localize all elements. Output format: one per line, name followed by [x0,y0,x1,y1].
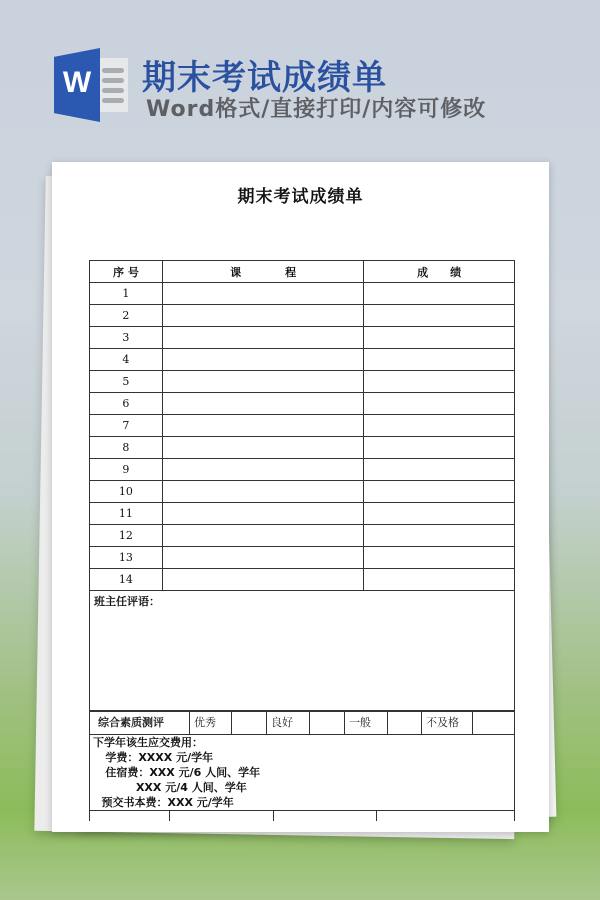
evaluation-box [472,712,515,734]
truncated-row [89,810,515,821]
cell-no: 9 [90,459,163,481]
cell-score[interactable] [364,481,515,503]
cell-course[interactable] [162,481,364,503]
table-row [90,437,515,459]
truncated-cell [89,811,169,821]
cell-no: 4 [90,349,163,371]
cell-course[interactable] [162,503,364,525]
fees-heading: 下学年该生应交费用： [93,736,203,749]
cell-course[interactable] [162,393,364,415]
cell-no: 2 [90,305,163,327]
cell-course[interactable] [162,459,364,481]
table-row [90,415,515,437]
cell-no: 10 [90,481,163,503]
cell-score[interactable] [364,415,515,437]
cell-score[interactable] [364,503,515,525]
table-row [90,547,515,569]
cell-course[interactable] [162,283,364,305]
table-row [90,503,515,525]
word-letter: W [62,66,92,99]
cell-score[interactable] [364,525,515,547]
cell-no: 11 [90,503,163,525]
fees-section [89,734,515,811]
banner-subtitle: Word格式/直接打印/内容可修改 [146,97,487,122]
table-row [90,525,515,547]
fee-line-tuition: 学费：XXXX 元/学年 [90,751,214,764]
evaluation-option-excellent: 优秀 [189,712,231,734]
header-number: 序 号 [90,261,163,283]
evaluation-box [387,712,421,734]
table-row [90,481,515,503]
evaluation-row [89,711,515,735]
cell-course[interactable] [162,305,364,327]
word-logo [54,48,132,122]
truncated-cell [376,811,515,821]
cell-course[interactable] [162,371,364,393]
cell-course[interactable] [162,569,364,591]
cell-course[interactable] [162,415,364,437]
table-header-row [90,261,515,283]
truncated-cell [273,811,376,821]
cell-score[interactable] [364,327,515,349]
cell-no: 1 [90,283,163,305]
cell-course[interactable] [162,547,364,569]
evaluation-option-fail: 不及格 [421,712,472,734]
evaluation-box [309,712,344,734]
cell-no: 3 [90,327,163,349]
cell-score[interactable] [364,393,515,415]
cell-course[interactable] [162,327,364,349]
teacher-comment-box [89,591,515,711]
header-score: 成 绩 [364,261,515,283]
logo-line [102,68,124,73]
table-row [90,569,515,591]
cell-score[interactable] [364,547,515,569]
fee-line-books: 预交书本费：XXX 元/学年 [90,796,234,809]
cell-no: 5 [90,371,163,393]
banner-title: 期末考试成绩单 [142,58,387,98]
teacher-comment-label: 班主任评语： [94,595,160,608]
cell-score[interactable] [364,371,515,393]
evaluation-option-average: 一般 [344,712,387,734]
logo-line [102,78,124,83]
evaluation-label: 综合素质测评 [89,712,189,734]
logo-line [102,88,124,93]
evaluation-option-good: 良好 [266,712,309,734]
document-page [52,162,549,832]
table-row [90,327,515,349]
cell-no: 14 [90,569,163,591]
evaluation-box [231,712,266,734]
fee-line-dorm-6: 住宿费：XXX 元/6 人间、学年 [90,766,261,779]
cell-no: 6 [90,393,163,415]
cell-no: 7 [90,415,163,437]
table-row [90,393,515,415]
header-course: 课 程 [162,261,364,283]
cell-no: 13 [90,547,163,569]
cell-no: 12 [90,525,163,547]
table-row [90,459,515,481]
truncated-cell [169,811,273,821]
table-row [90,283,515,305]
cell-course[interactable] [162,525,364,547]
cell-no: 8 [90,437,163,459]
table-row [90,371,515,393]
cell-score[interactable] [364,459,515,481]
table-row [90,305,515,327]
cell-score[interactable] [364,569,515,591]
table-row [90,349,515,371]
cell-score[interactable] [364,349,515,371]
cell-course[interactable] [162,437,364,459]
document-title: 期末考试成绩单 [237,187,364,207]
cell-course[interactable] [162,349,364,371]
cell-score[interactable] [364,305,515,327]
logo-line [102,98,124,103]
cell-score[interactable] [364,283,515,305]
grades-table [89,260,515,591]
cell-score[interactable] [364,437,515,459]
fee-line-dorm-4: XXX 元/4 人间、学年 [90,781,247,794]
